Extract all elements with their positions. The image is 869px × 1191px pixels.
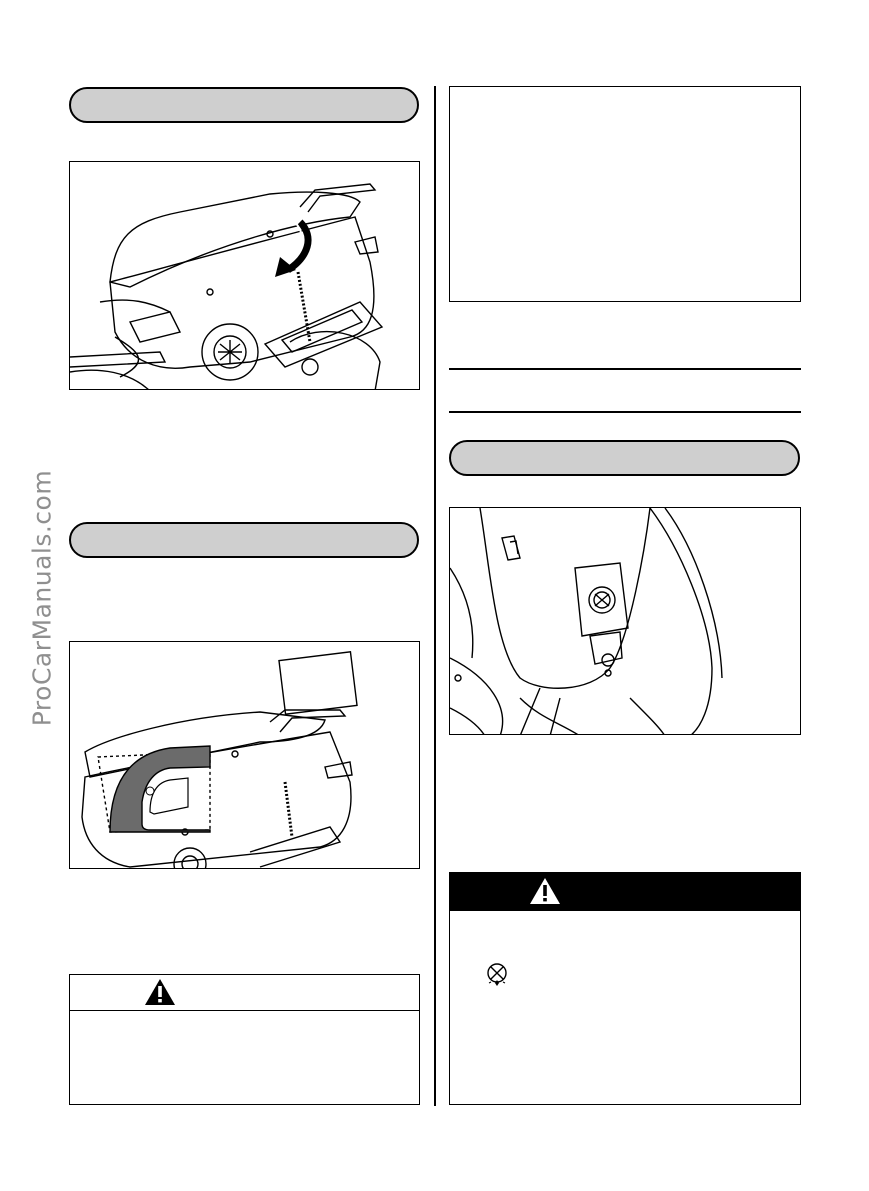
- note-box: [449, 86, 801, 302]
- no-fire-icon: [483, 961, 511, 989]
- warning-box-right: [449, 872, 801, 1105]
- seat-label-illustration: [70, 642, 420, 869]
- section-header-1: [69, 87, 419, 123]
- seat-open-illustration: [70, 162, 420, 390]
- warning-triangle-icon: [528, 876, 562, 906]
- column-divider: [434, 86, 436, 1106]
- figure-fuel-cap: [449, 507, 801, 735]
- figure-seat-open: [69, 161, 420, 390]
- warning-triangle-icon: [143, 977, 177, 1007]
- warning-box-left: [69, 974, 420, 1105]
- rule-bottom: [449, 411, 801, 413]
- section-header-2: [69, 522, 419, 558]
- warning-header-left: [70, 975, 420, 1011]
- watermark-text: ProCarManuals.com: [27, 469, 57, 727]
- figure-seat-label: [69, 641, 420, 869]
- rule-top: [449, 368, 801, 370]
- fuel-cap-illustration: [450, 508, 801, 735]
- warning-header-right: [450, 873, 801, 911]
- section-header-3: [449, 440, 800, 476]
